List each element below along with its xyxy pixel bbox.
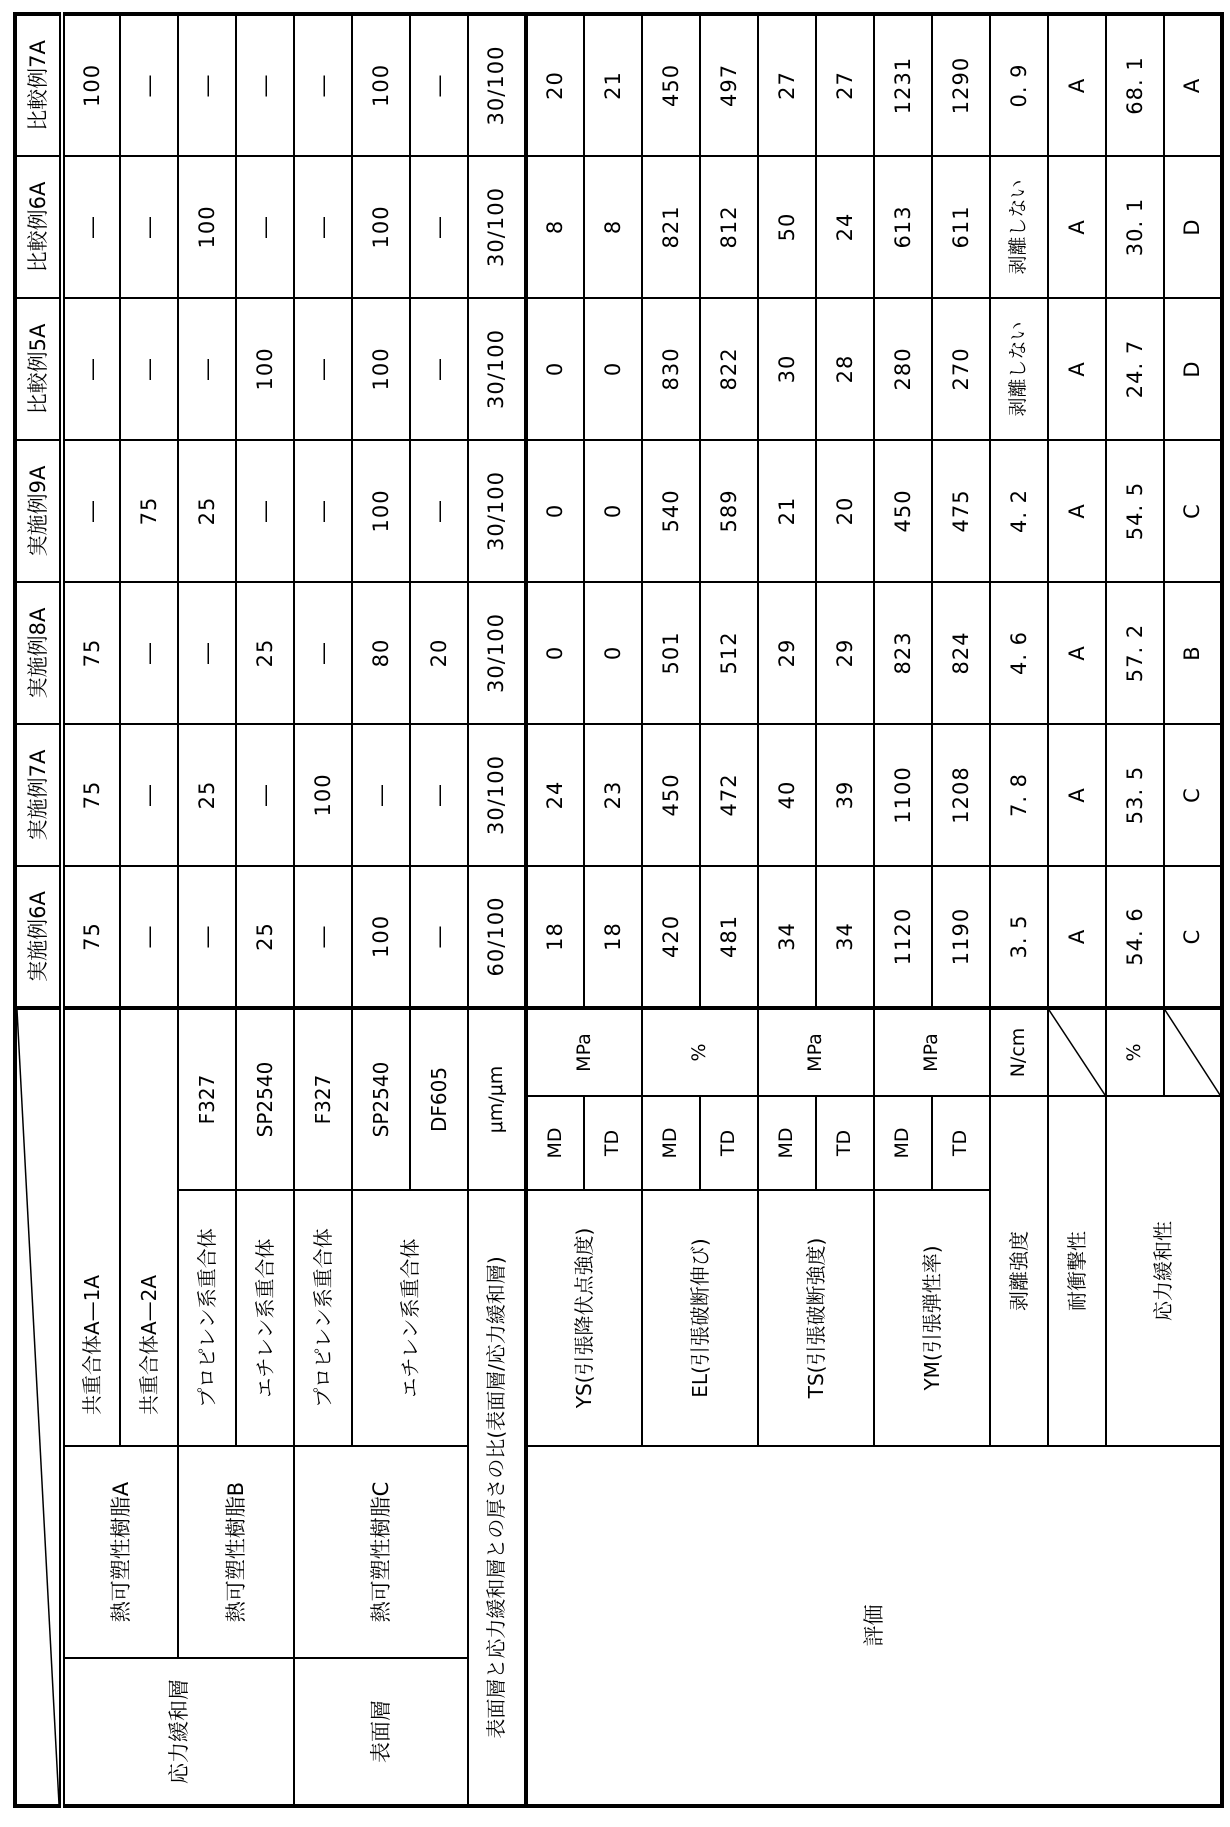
unit-n-per-cm: N/cm (990, 1008, 1048, 1096)
diagonal-line (1165, 1010, 1220, 1095)
row-label-f327: F327 (178, 1008, 236, 1190)
unit-mpa: MPa (758, 1008, 874, 1096)
value-cell: 75 (62, 866, 120, 1008)
value-cell: 0 (584, 582, 642, 724)
value-cell: 540 (642, 440, 700, 582)
value-cell: 613 (874, 156, 932, 298)
value-cell: 472 (700, 724, 758, 866)
value-cell: 25 (236, 866, 294, 1008)
row-label-sp2540: SP2540 (352, 1008, 410, 1190)
value-cell: 824 (932, 582, 990, 724)
patent-data-table (13, 12, 1224, 1808)
value-cell: 24 (816, 156, 874, 298)
row-label-df605: DF605 (410, 1008, 468, 1190)
value-cell: ― (294, 866, 352, 1008)
value-cell: A (1048, 156, 1106, 298)
row-label-ys: YS(引張降伏点強度) (526, 1190, 642, 1446)
value-cell: ― (120, 724, 178, 866)
value-cell: 3. 5 (990, 866, 1048, 1008)
unit-percent: % (1106, 1008, 1164, 1096)
value-cell: 0 (526, 582, 584, 724)
value-cell: 501 (642, 582, 700, 724)
value-cell: 30/100 (468, 14, 526, 156)
value-cell: 280 (874, 298, 932, 440)
value-cell: 1100 (874, 724, 932, 866)
row-label-copolymer-a1a: 共重合体A—1A (62, 1008, 120, 1446)
row-label-resin-b: 熱可塑性樹脂B (178, 1446, 294, 1658)
column-header-example-6a: 実施例6A (15, 866, 62, 1008)
value-cell: 812 (700, 156, 758, 298)
row-label-propylene-polymer: プロピレン系重合体 (294, 1190, 352, 1446)
value-cell: ― (236, 14, 294, 156)
value-cell: ― (410, 724, 468, 866)
value-cell: 剥離しない (990, 298, 1048, 440)
value-cell: 60/100 (468, 866, 526, 1008)
no-unit-diagonal-cell (1048, 1008, 1106, 1096)
direction-md: MD (642, 1096, 700, 1190)
row-label-thickness-ratio: 表面層と応力緩和層との厚さの比(表面層/応力緩和層) (468, 1190, 526, 1806)
row-label-propylene-polymer: プロピレン系重合体 (178, 1190, 236, 1446)
value-cell: 34 (816, 866, 874, 1008)
value-cell: 0 (584, 440, 642, 582)
value-cell: C (1164, 724, 1222, 866)
value-cell: ― (410, 14, 468, 156)
value-cell: ― (236, 156, 294, 298)
value-cell: ― (178, 866, 236, 1008)
value-cell: 589 (700, 440, 758, 582)
value-cell: 50 (758, 156, 816, 298)
value-cell: ― (410, 156, 468, 298)
unit-mpa: MPa (526, 1008, 642, 1096)
column-header-comparative-7a: 比較例7A (15, 14, 62, 156)
column-header-example-8a: 実施例8A (15, 582, 62, 724)
row-label-stress-relaxation: 応力緩和性 (1106, 1096, 1222, 1446)
unit-thickness: μm/μm (468, 1008, 526, 1190)
direction-td: TD (584, 1096, 642, 1190)
value-cell: C (1164, 866, 1222, 1008)
value-cell: 7. 8 (990, 724, 1048, 866)
value-cell: 420 (642, 866, 700, 1008)
value-cell: ― (294, 14, 352, 156)
value-cell: 100 (352, 14, 410, 156)
value-cell: 24. 7 (1106, 298, 1164, 440)
row-label-ts: TS(引張破断強度) (758, 1190, 874, 1446)
value-cell: 1290 (932, 14, 990, 156)
value-cell: ― (120, 866, 178, 1008)
value-cell: ― (62, 298, 120, 440)
value-cell: 481 (700, 866, 758, 1008)
header-corner-cell (15, 1008, 62, 1806)
value-cell: ― (294, 582, 352, 724)
value-cell: ― (352, 724, 410, 866)
diagonal-line (17, 1010, 59, 1804)
value-cell: A (1048, 724, 1106, 866)
value-cell: 25 (178, 724, 236, 866)
value-cell: 68. 1 (1106, 14, 1164, 156)
value-cell: 29 (758, 582, 816, 724)
value-cell: 30/100 (468, 298, 526, 440)
value-cell: 57. 2 (1106, 582, 1164, 724)
row-label-ethylene-polymer: エチレン系重合体 (352, 1190, 468, 1446)
value-cell: 1208 (932, 724, 990, 866)
value-cell: 25 (178, 440, 236, 582)
value-cell: 100 (352, 440, 410, 582)
value-cell: ― (294, 156, 352, 298)
value-cell: 80 (352, 582, 410, 724)
value-cell: 30/100 (468, 440, 526, 582)
value-cell: 30/100 (468, 582, 526, 724)
row-label-sp2540: SP2540 (236, 1008, 294, 1190)
value-cell: 822 (700, 298, 758, 440)
value-cell: 23 (584, 724, 642, 866)
value-cell: A (1048, 298, 1106, 440)
value-cell: 75 (62, 582, 120, 724)
value-cell: 821 (642, 156, 700, 298)
value-cell: 1190 (932, 866, 990, 1008)
value-cell: ― (120, 582, 178, 724)
value-cell: 29 (816, 582, 874, 724)
value-cell: ― (236, 724, 294, 866)
group-label-stress-relief-layer: 応力緩和層 (62, 1658, 294, 1806)
value-cell: 21 (758, 440, 816, 582)
value-cell: 30. 1 (1106, 156, 1164, 298)
value-cell: 450 (642, 14, 700, 156)
value-cell: 4. 6 (990, 582, 1048, 724)
value-cell: ― (62, 440, 120, 582)
value-cell: D (1164, 298, 1222, 440)
value-cell: ― (294, 440, 352, 582)
value-cell: 75 (120, 440, 178, 582)
value-cell: A (1164, 14, 1222, 156)
value-cell: A (1048, 582, 1106, 724)
value-cell: ― (120, 298, 178, 440)
row-label-impact-resistance: 耐衝撃性 (1048, 1096, 1106, 1446)
no-unit-diagonal-cell (1164, 1008, 1222, 1096)
group-label-surface-layer: 表面層 (294, 1658, 468, 1806)
value-cell: 24 (526, 724, 584, 866)
value-cell: 34 (758, 866, 816, 1008)
value-cell: 27 (816, 14, 874, 156)
value-cell: 270 (932, 298, 990, 440)
value-cell: B (1164, 582, 1222, 724)
value-cell: 512 (700, 582, 758, 724)
value-cell: 0. 9 (990, 14, 1048, 156)
value-cell: 100 (294, 724, 352, 866)
value-cell: 611 (932, 156, 990, 298)
diagonal-line (1049, 1010, 1105, 1095)
value-cell: ― (120, 14, 178, 156)
direction-md: MD (758, 1096, 816, 1190)
row-label-resin-c: 熱可塑性樹脂C (294, 1446, 468, 1658)
value-cell: A (1048, 14, 1106, 156)
value-cell: ― (178, 14, 236, 156)
value-cell: 0 (526, 440, 584, 582)
direction-td: TD (932, 1096, 990, 1190)
direction-md: MD (874, 1096, 932, 1190)
row-label-resin-a: 熱可塑性樹脂A (62, 1446, 178, 1658)
value-cell: 4. 2 (990, 440, 1048, 582)
value-cell: 475 (932, 440, 990, 582)
value-cell: 54. 6 (1106, 866, 1164, 1008)
value-cell: 100 (352, 298, 410, 440)
value-cell: 18 (584, 866, 642, 1008)
row-label-peel-strength: 剥離強度 (990, 1096, 1048, 1446)
value-cell: 830 (642, 298, 700, 440)
value-cell: ― (410, 440, 468, 582)
value-cell: 30/100 (468, 156, 526, 298)
value-cell: 450 (874, 440, 932, 582)
value-cell: 1231 (874, 14, 932, 156)
direction-td: TD (816, 1096, 874, 1190)
value-cell: 497 (700, 14, 758, 156)
value-cell: 39 (816, 724, 874, 866)
value-cell: ― (178, 298, 236, 440)
value-cell: ― (294, 298, 352, 440)
value-cell: 0 (584, 298, 642, 440)
value-cell: 450 (642, 724, 700, 866)
value-cell: 100 (352, 156, 410, 298)
direction-td: TD (700, 1096, 758, 1190)
value-cell: A (1048, 440, 1106, 582)
value-cell: C (1164, 440, 1222, 582)
unit-percent: % (642, 1008, 758, 1096)
value-cell: 1120 (874, 866, 932, 1008)
value-cell: 100 (352, 866, 410, 1008)
value-cell: 30/100 (468, 724, 526, 866)
value-cell: 25 (236, 582, 294, 724)
column-header-comparative-5a: 比較例5A (15, 298, 62, 440)
value-cell: 20 (816, 440, 874, 582)
column-header-example-9a: 実施例9A (15, 440, 62, 582)
value-cell: 18 (526, 866, 584, 1008)
value-cell: 30 (758, 298, 816, 440)
value-cell: 8 (526, 156, 584, 298)
value-cell: D (1164, 156, 1222, 298)
value-cell: 53. 5 (1106, 724, 1164, 866)
value-cell: 20 (526, 14, 584, 156)
value-cell: 40 (758, 724, 816, 866)
value-cell: 21 (584, 14, 642, 156)
value-cell: A (1048, 866, 1106, 1008)
value-cell: ― (410, 298, 468, 440)
group-label-evaluation: 評価 (526, 1446, 1222, 1806)
row-label-ethylene-polymer: エチレン系重合体 (236, 1190, 294, 1446)
value-cell: ― (120, 156, 178, 298)
unit-mpa: MPa (874, 1008, 990, 1096)
column-header-comparative-6a: 比較例6A (15, 156, 62, 298)
row-label-ym: YM(引張弾性率) (874, 1190, 990, 1446)
row-label-copolymer-a2a: 共重合体A—2A (120, 1008, 178, 1446)
value-cell: 100 (178, 156, 236, 298)
value-cell: ― (236, 440, 294, 582)
value-cell: 28 (816, 298, 874, 440)
value-cell: ― (62, 156, 120, 298)
value-cell: 0 (526, 298, 584, 440)
value-cell: 8 (584, 156, 642, 298)
direction-md: MD (526, 1096, 584, 1190)
value-cell: 20 (410, 582, 468, 724)
column-header-example-7a: 実施例7A (15, 724, 62, 866)
value-cell: 100 (62, 14, 120, 156)
value-cell: 100 (236, 298, 294, 440)
row-label-el: EL(引張破断伸び) (642, 1190, 758, 1446)
value-cell: ― (178, 582, 236, 724)
value-cell: 54. 5 (1106, 440, 1164, 582)
value-cell: 27 (758, 14, 816, 156)
value-cell: 823 (874, 582, 932, 724)
value-cell: 剥離しない (990, 156, 1048, 298)
value-cell: ― (410, 866, 468, 1008)
value-cell: 75 (62, 724, 120, 866)
row-label-f327: F327 (294, 1008, 352, 1190)
